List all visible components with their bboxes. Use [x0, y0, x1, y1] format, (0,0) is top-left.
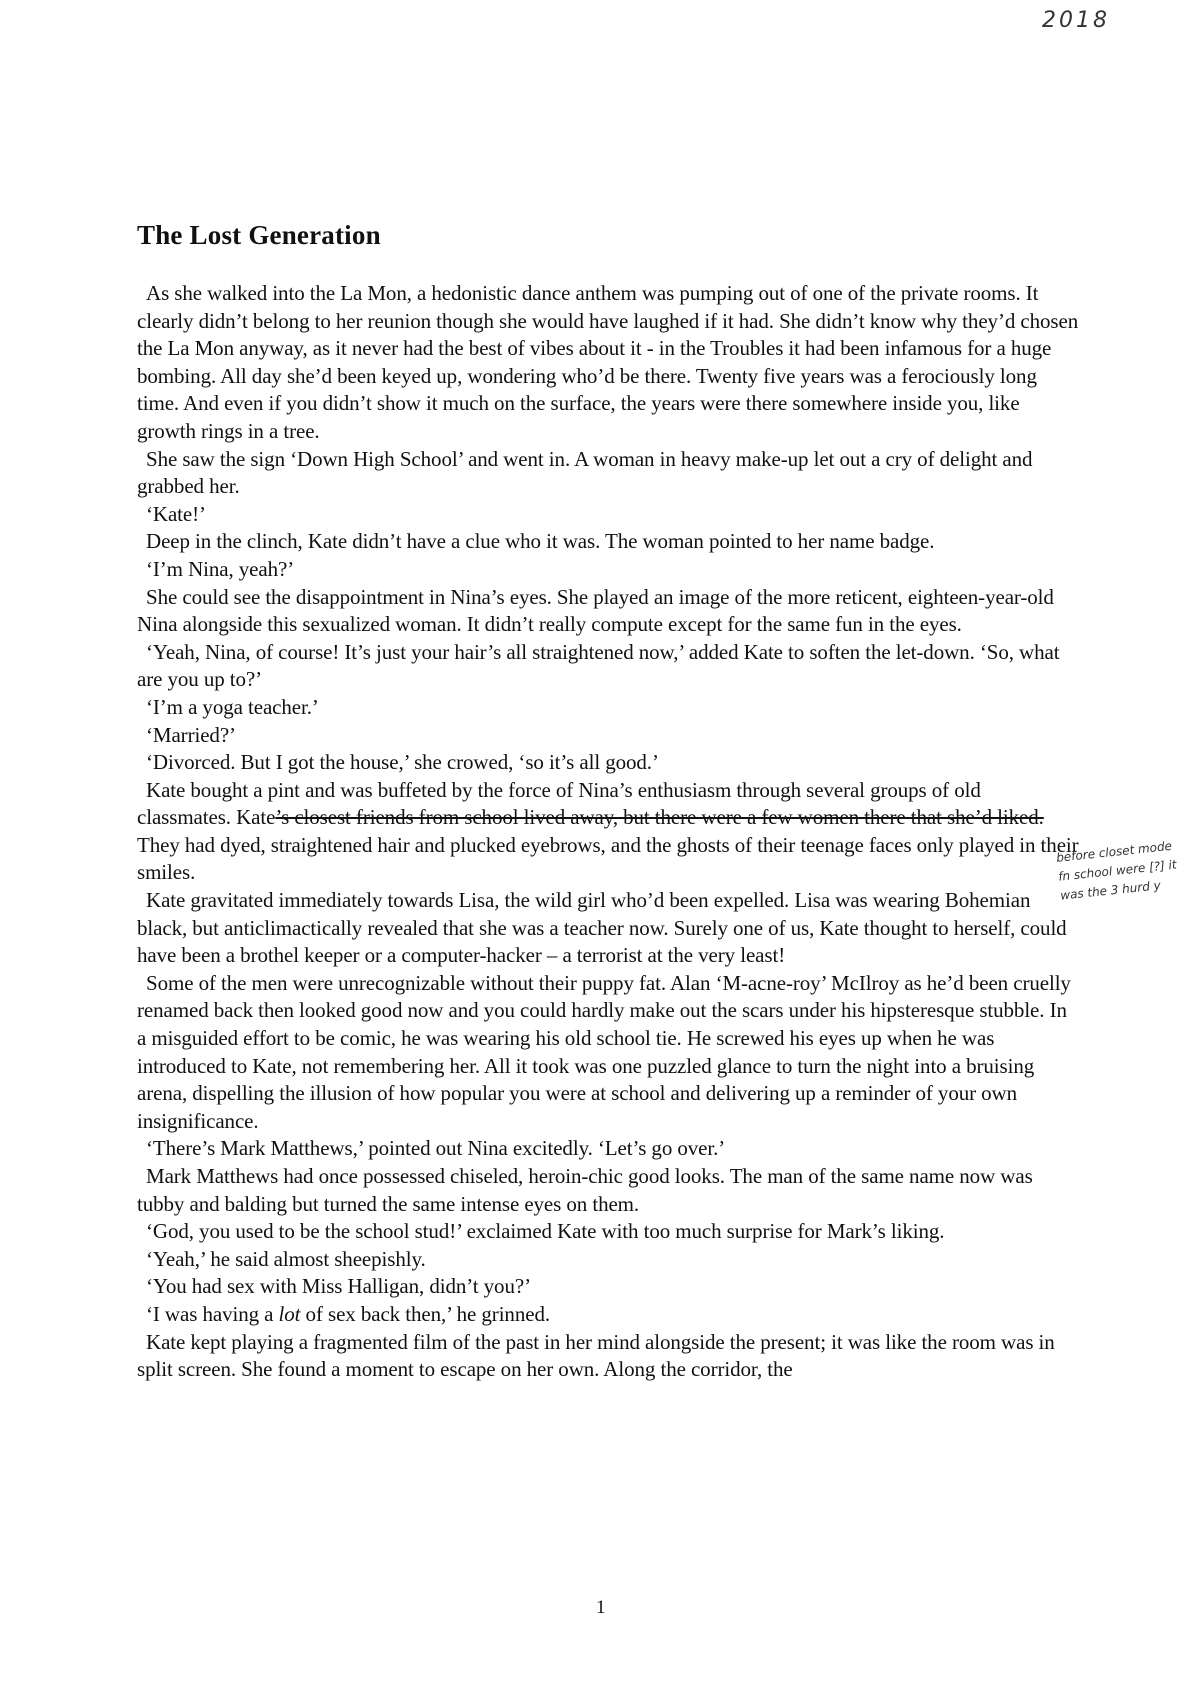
- paragraph-with-strikethrough: [137, 777, 1079, 887]
- emphasized-word: lot: [278, 1301, 301, 1326]
- handwritten-margin-note: before closet mode fn school were [?] it was the 3 hurd y: [1055, 838, 1178, 903]
- paragraph: Kate gravitated immediately towards Lisa, the wild girl who’d been expelled. Lisa was wearing Bohemian black, but anticlimactically revealed that she was a teacher now. Surely one of us, Kate thought to herself, could have been a brothel keeper or a computer-hacker – a terrorist at the very least!: [137, 888, 1067, 968]
- paragraph: ‘Kate!’: [146, 501, 206, 526]
- handwritten-year: 2018: [1042, 8, 1110, 33]
- paragraph-text: ‘I was having a: [146, 1301, 279, 1326]
- paragraph: ‘I’m Nina, yeah?’: [146, 556, 295, 581]
- page-number: 1: [596, 1597, 606, 1618]
- paragraph: ‘Married?’: [146, 722, 236, 747]
- paragraph: Mark Matthews had once possessed chiseled, heroin-chic good looks. The man of the same name now was tubby and balding but turned the same intense eyes on them.: [137, 1164, 1033, 1216]
- paragraph-with-emphasis: [137, 1301, 1079, 1329]
- story-body: [137, 280, 1079, 1384]
- paragraph: ‘Divorced. But I got the house,’ she crowed, ‘so it’s all good.’: [146, 750, 659, 775]
- paragraph-text: They had dyed, straightened hair and plucked eyebrows, and the ghosts of their teenage faces only played in their smiles.: [137, 832, 1079, 885]
- paragraph: ‘Yeah,’ he said almost sheepishly.: [146, 1246, 426, 1271]
- paragraph-text: of sex back then,’ he grinned.: [300, 1301, 550, 1326]
- document-title: The Lost Generation: [137, 220, 381, 250]
- paragraph: She could see the disappointment in Nina’s eyes. She played an image of the more reticent, eighteen-year-old Nina alongside this sexualized woman. It didn’t really compute except for the same fun in the eyes.: [137, 584, 1054, 637]
- paragraph: ‘You had sex with Miss Halligan, didn’t you?’: [146, 1274, 531, 1299]
- struck-through-text: ’s closest friends from school lived away, but there were a few women there that she’d liked.: [275, 805, 1044, 830]
- paragraph: Kate kept playing a fragmented film of the past in her mind alongside the present; it was like the room was in split screen. She found a moment to escape on her own. Along the corridor, the: [137, 1329, 1055, 1382]
- paragraph: ‘There’s Mark Matthews,’ pointed out Nina excitedly. ‘Let’s go over.’: [146, 1136, 726, 1161]
- paragraph: ‘God, you used to be the school stud!’ exclaimed Kate with too much surprise for Mark’s liking.: [146, 1219, 945, 1244]
- paragraph: She saw the sign ‘Down High School’ and went in. A woman in heavy make-up let out a cry of delight and grabbed her.: [137, 446, 1033, 499]
- paragraph: Deep in the clinch, Kate didn’t have a clue who it was. The woman pointed to her name badge.: [146, 529, 935, 554]
- paragraph: As she walked into the La Mon, a hedonistic dance anthem was pumping out of one of the private rooms. It clearly didn’t belong to her reunion though she would have laughed if it had. She didn’t know why they’d chosen the La Mon anyway, as it never had the best of vibes about it - in the Troubles it had been infamous for a huge bombing. All day she’d been keyed up, wondering who’d be there. Twenty five years was a ferociously long time. And even if you didn’t show it much on the surface, the years were there somewhere inside you, like growth rings in a tree.: [137, 281, 1079, 443]
- paragraph: ‘I’m a yoga teacher.’: [146, 694, 319, 719]
- paragraph: ‘Yeah, Nina, of course! It’s just your hair’s all straightened now,’ added Kate to soften the let-down. ‘So, what are you up to?’: [137, 639, 1060, 692]
- paragraph: Some of the men were unrecognizable without their puppy fat. Alan ‘M-acne-roy’ McIlroy as he’d been cruelly renamed back then looked good now and you could hardly make out the scars under his hipsteresque stubble. In a misguided effort to be comic, he was wearing his old school tie. He screwed his eyes up when he was introduced to Kate, not remembering her. All it took was one puzzled glance to turn the night into a bruising arena, dispelling the illusion of how popular you were at school and delivering up a reminder of your own insignificance.: [137, 970, 1071, 1133]
- paragraph-text: Kate bought a pint and was buffeted by the force of Nina’s enthusiasm through several groups of old classmates. Kate: [137, 777, 981, 830]
